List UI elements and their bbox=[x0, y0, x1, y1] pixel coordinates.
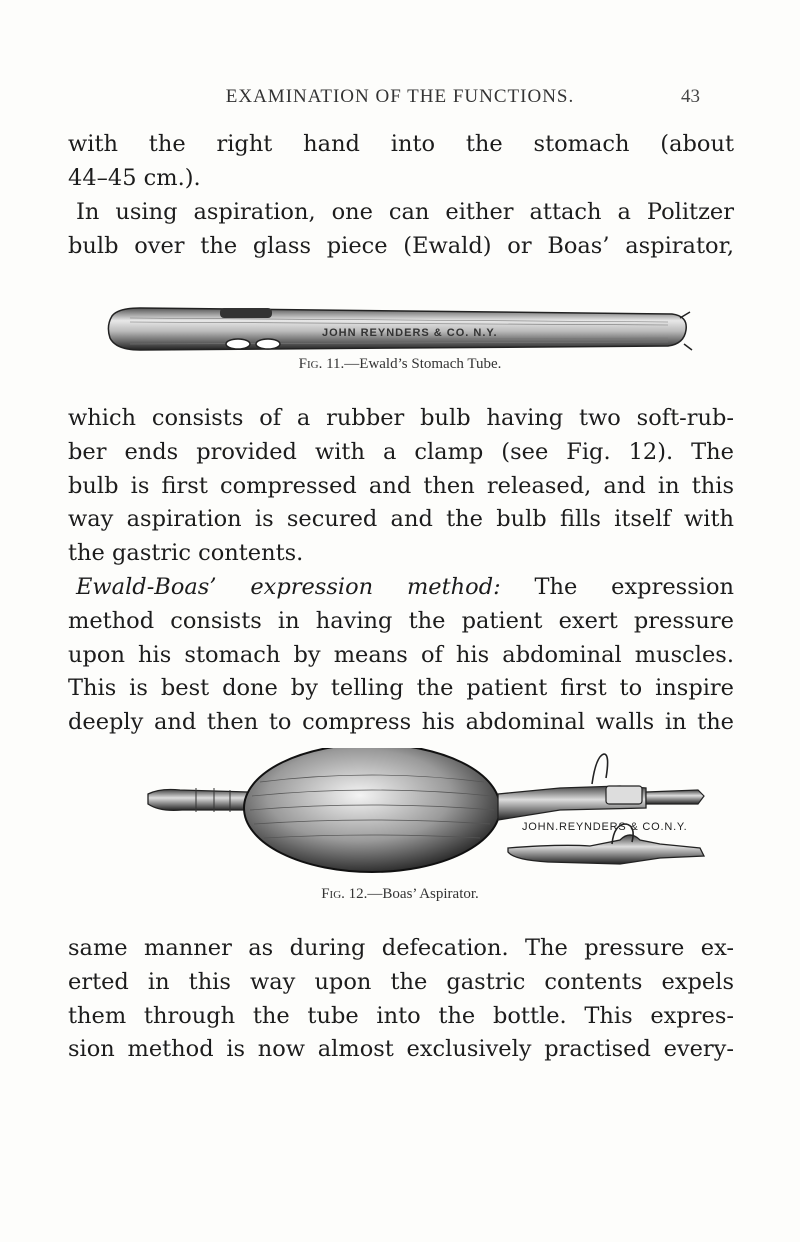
text-line: erted in this way upon the gastric contents expels bbox=[68, 968, 734, 995]
text-line: which consists of a rubber bulb having two soft-rub- bbox=[68, 405, 734, 431]
text-span: The expression bbox=[500, 574, 734, 600]
paragraph-5 bbox=[68, 932, 734, 1067]
text-line: This is best done by telling the patient first to inspire bbox=[68, 675, 734, 702]
stomach-tube-illustration bbox=[0, 304, 800, 354]
paragraph-4 bbox=[68, 571, 734, 740]
header-title: EXAMINATION OF THE FUNCTIONS. bbox=[225, 86, 575, 107]
text-line: 44–45 cm.). bbox=[68, 164, 201, 191]
text-line: sion method is now almost exclusively practised every- bbox=[68, 1036, 734, 1063]
text-line: way aspiration is secured and the bulb fills itself with bbox=[68, 506, 734, 533]
fig11-maker-mark: JOHN REYNDERS & CO. N.Y. bbox=[322, 327, 498, 339]
figure-label: Fig. 12. bbox=[321, 886, 368, 902]
paragraph-3 bbox=[68, 402, 734, 571]
text-line: method consists in having the patient exert pressure bbox=[68, 607, 734, 634]
text-line: them through the tube into the bottle. This expres- bbox=[68, 1002, 734, 1029]
text-line: the gastric contents. bbox=[68, 540, 304, 567]
text-line: ber ends provided with a clamp (see Fig. 12). The bbox=[68, 438, 734, 465]
text-line: same manner as during defecation. The pressure ex- bbox=[68, 935, 734, 961]
figure-label: Fig. 11. bbox=[298, 356, 345, 372]
text-line: bulb is first compressed and then released, and in this bbox=[68, 472, 734, 499]
figure-11-caption bbox=[0, 356, 800, 373]
running-header bbox=[0, 86, 800, 112]
figure-12-caption bbox=[0, 886, 800, 903]
text-line: deeply and then to compress his abdominal walls in the bbox=[68, 709, 734, 736]
page-number: 43 bbox=[681, 86, 700, 107]
figure-caption-text: —Ewald’s Stomach Tube. bbox=[344, 356, 502, 372]
figure-12 bbox=[0, 748, 800, 908]
paragraph-1 bbox=[68, 128, 734, 196]
figure-11 bbox=[0, 304, 800, 372]
figure-caption-text: —Boas’ Aspirator. bbox=[367, 886, 479, 902]
text-line: In using aspiration, one can either attach a Politzer bbox=[76, 199, 734, 225]
paragraph-2 bbox=[68, 196, 734, 264]
section-title-italic: Ewald-Boas’ expression method: bbox=[76, 574, 501, 600]
fig12-maker-mark: JOHN.REYNDERS & CO.N.Y. bbox=[522, 821, 688, 833]
aspirator-illustration bbox=[0, 748, 800, 878]
text-line: upon his stomach by means of his abdominal muscles. bbox=[68, 641, 734, 668]
text-line: bulb over the glass piece (Ewald) or Boas’ aspirator, bbox=[68, 232, 734, 259]
text-line bbox=[68, 571, 734, 605]
text-line: with the right hand into the stomach (about bbox=[68, 131, 734, 157]
